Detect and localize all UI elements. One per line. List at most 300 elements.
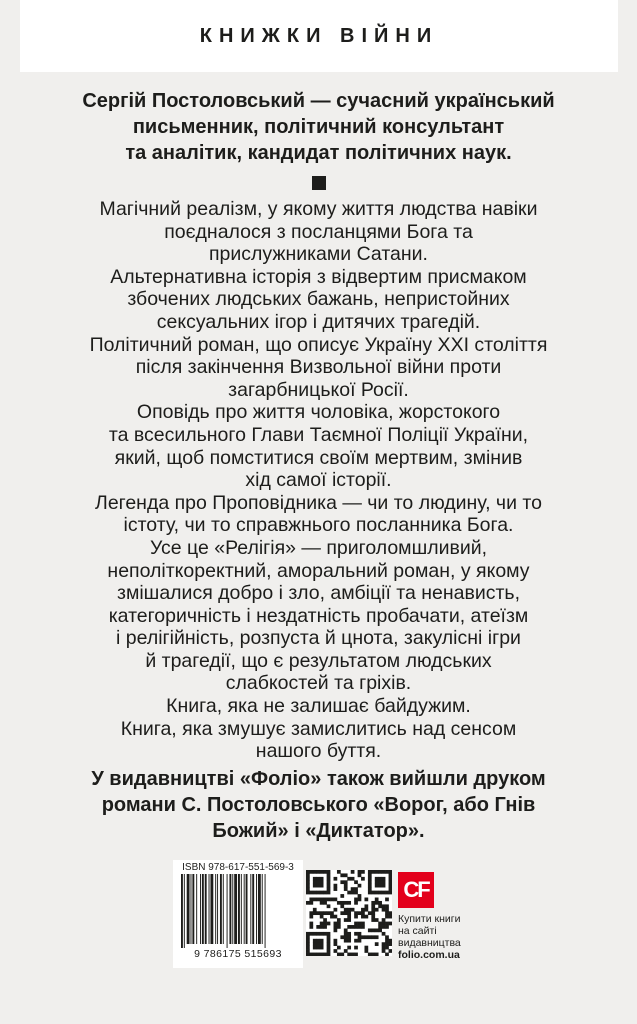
qr-module (375, 898, 379, 902)
qr-module (340, 911, 344, 915)
qr-module (382, 918, 386, 922)
qr-module (361, 908, 365, 912)
qr-module (306, 887, 310, 891)
qr-module (364, 898, 368, 902)
qr-module (334, 887, 338, 891)
qr-module (375, 870, 379, 874)
qr-module (306, 880, 310, 884)
annotation-line: прислужниками Сатани. (209, 243, 428, 266)
barcode-bar (202, 874, 204, 944)
barcode-bar (234, 874, 237, 944)
qr-module (389, 891, 392, 895)
qr-module (344, 887, 348, 891)
qr-module (354, 932, 358, 936)
barcode-bar (187, 874, 190, 944)
qr-module (351, 953, 355, 956)
qr-module (354, 953, 358, 956)
qr-module (316, 898, 320, 902)
qr-module (371, 911, 375, 915)
qr-module (375, 908, 379, 912)
annotation-line: істоту, чи то справжнього посланника Бога. (123, 514, 514, 537)
series-header (20, 0, 618, 72)
qr-module (316, 870, 320, 874)
barcode-bar (192, 874, 194, 944)
qr-module (316, 932, 320, 936)
qr-module (344, 884, 348, 888)
barcode-bar (209, 874, 210, 944)
qr-module (306, 932, 310, 936)
barcode-bar (246, 874, 248, 944)
site-url-link[interactable]: folio.com.ua (398, 949, 460, 961)
qr-module (358, 922, 362, 926)
qr-module (382, 932, 386, 936)
qr-module (313, 898, 317, 902)
qr-module (320, 932, 324, 936)
qr-module (378, 877, 382, 881)
annotation-line: Політичний роман, що описує Україну XXI століття (89, 333, 548, 356)
qr-module (354, 911, 358, 915)
qr-module (316, 939, 320, 943)
qr-module (354, 891, 358, 895)
annotation-line: Книга, яка змушує замислитись над сенсом (120, 717, 517, 740)
qr-module (323, 953, 327, 956)
qr-module (309, 953, 313, 956)
qr-module (385, 953, 389, 956)
logo-letters: CF (403, 877, 429, 902)
qr-module (323, 901, 327, 905)
qr-module (306, 877, 310, 881)
publisher-note-line: романи С. Постоловського «Ворог, або Гнів (101, 794, 536, 816)
qr-module (323, 898, 327, 902)
qr-module (368, 935, 372, 939)
qr-module (368, 887, 372, 891)
qr-module (378, 904, 382, 908)
qr-module (389, 915, 392, 919)
qr-module (385, 915, 389, 919)
barcode-bar (217, 874, 218, 944)
qr-module (306, 935, 310, 939)
qr-module (316, 891, 320, 895)
qr-module (320, 884, 324, 888)
qr-module (306, 901, 310, 905)
qr-module (344, 928, 348, 932)
qr-module (347, 918, 351, 922)
qr-module (334, 898, 338, 902)
qr-module (344, 908, 348, 912)
barcode-digits: 9 786175 515693 (194, 948, 282, 960)
barcode-bar (244, 874, 245, 944)
qr-module (320, 915, 324, 919)
qr-module (337, 918, 341, 922)
qr-module (382, 922, 386, 926)
qr-module (320, 942, 324, 946)
author-bio-line: письменник, політичний консультант (132, 116, 505, 138)
qr-module (347, 891, 351, 895)
barcode-bar (232, 874, 233, 944)
qr-module (334, 922, 338, 926)
qr-module (344, 939, 348, 943)
barcode-bar (191, 874, 192, 944)
qr-module (334, 949, 338, 953)
qr-module (313, 908, 317, 912)
qr-module (382, 925, 386, 929)
barcode-bar (262, 874, 263, 944)
annotation-line: Оповідь про життя чоловіка, жорстокого (136, 401, 501, 424)
qr-module (382, 880, 386, 884)
qr-module (340, 935, 344, 939)
qr-module (337, 946, 341, 950)
qr-module (306, 949, 310, 953)
qr-module (316, 877, 320, 881)
qr-module (347, 946, 351, 950)
qr-module (327, 953, 331, 956)
qr-module (347, 908, 351, 912)
qr-module (330, 898, 334, 902)
book-annotation (30, 198, 607, 763)
annotation-line: загарбницької Росії. (228, 378, 409, 401)
qr-module (361, 935, 365, 939)
qr-module (316, 925, 320, 929)
qr-module (382, 942, 386, 946)
qr-module (368, 928, 372, 932)
qr-module (313, 946, 317, 950)
qr-module (361, 911, 365, 915)
qr-module (306, 939, 310, 943)
qr-module (371, 870, 375, 874)
qr-module (340, 904, 344, 908)
qr-module (327, 873, 331, 877)
qr-module (344, 901, 348, 905)
qr-module (327, 922, 331, 926)
barcode-bar (265, 874, 266, 948)
qr-module (334, 908, 338, 912)
qr-module (347, 877, 351, 881)
annotation-line: Альтернативна історія з відвертим присмаком (110, 265, 527, 288)
qr-module (354, 939, 358, 943)
qr-module (309, 932, 313, 936)
author-bio-line: Сергій Постоловський — сучасний український (82, 90, 555, 112)
qr-module (344, 949, 348, 953)
qr-module (389, 884, 392, 888)
barcode-bar (184, 874, 185, 948)
author-bio (40, 88, 597, 166)
qr-module (378, 880, 382, 884)
qr-module (327, 932, 331, 936)
qr-module (306, 946, 310, 950)
qr-module (368, 911, 372, 915)
barcode-bar (238, 874, 240, 944)
qr-module (316, 942, 320, 946)
annotation-line: й трагедії, що є результатом людських (145, 649, 492, 672)
qr-module (361, 925, 365, 929)
qr-module (347, 901, 351, 905)
qr-module (375, 935, 379, 939)
qr-module (375, 918, 379, 922)
qr-module (323, 891, 327, 895)
annotation-line: хід самої історії. (245, 469, 392, 492)
barcode-bar (200, 874, 201, 944)
qr-module (313, 877, 317, 881)
qr-module (375, 880, 379, 884)
series-title: КНИЖКИ ВІЙНИ (199, 24, 439, 47)
qr-module (385, 891, 389, 895)
qr-module (371, 891, 375, 895)
qr-module (368, 873, 372, 877)
qr-module (334, 925, 338, 929)
qr-module (368, 877, 372, 881)
qr-module (344, 935, 348, 939)
qr-module (347, 939, 351, 943)
qr-module (371, 953, 375, 956)
annotation-line: категоричність і нездатність пробачати, атеїзм (108, 604, 529, 627)
qr-module (351, 870, 355, 874)
qr-module (371, 935, 375, 939)
qr-module (330, 915, 334, 919)
qr-module (347, 935, 351, 939)
qr-module (385, 946, 389, 950)
qr-module (337, 953, 341, 956)
publisher-note-line: Божий» і «Диктатор». (212, 820, 425, 842)
qr-module (337, 870, 341, 874)
qr-module (371, 901, 375, 905)
qr-module (358, 925, 362, 929)
qr-module (378, 925, 382, 929)
buy-text-line: Купити книги (398, 913, 461, 925)
barcode-bar (227, 874, 228, 948)
qr-module (313, 880, 317, 884)
qr-module (382, 891, 386, 895)
qr-module (306, 870, 310, 874)
annotation-line: і релігійність, розпуста й цнота, закулісні ігри (116, 627, 521, 650)
qr-module (344, 873, 348, 877)
qr-module (334, 942, 338, 946)
qr-module (354, 901, 358, 905)
qr-module (351, 887, 355, 891)
qr-module (327, 884, 331, 888)
qr-module (358, 873, 362, 877)
qr-module (358, 932, 362, 936)
qr-module (347, 911, 351, 915)
qr-module (309, 922, 313, 926)
qr-module (327, 887, 331, 891)
qr-module (316, 946, 320, 950)
publisher-note-line: У видавництві «Фоліо» також вийшли друком (91, 768, 546, 790)
qr-module (385, 911, 389, 915)
qr-module (320, 870, 324, 874)
qr-module (344, 911, 348, 915)
qr-module (334, 877, 338, 881)
qr-module (347, 932, 351, 936)
qr-module (313, 911, 317, 915)
qr-module (371, 904, 375, 908)
barcode-bar (252, 874, 254, 944)
barcode-bar (205, 874, 207, 944)
annotation-line: збочених людських бажань, непристойних (127, 288, 510, 311)
annotation-line: неполіткоректний, аморальний роман, у якому (107, 559, 530, 582)
qr-module (306, 873, 310, 877)
qr-module (371, 915, 375, 919)
qr-module (313, 870, 317, 874)
qr-module (334, 939, 338, 943)
qr-module (320, 911, 324, 915)
qr-module (361, 915, 365, 919)
qr-module (309, 911, 313, 915)
qr-module (323, 918, 327, 922)
qr-module (385, 904, 389, 908)
qr-module (344, 932, 348, 936)
qr-module (320, 953, 324, 956)
qr-module (340, 901, 344, 905)
qr-module (309, 925, 313, 929)
qr-module (378, 891, 382, 895)
qr-module (368, 884, 372, 888)
qr-module (320, 901, 324, 905)
buy-text-line: видавництва (398, 937, 461, 949)
qr-module (337, 901, 341, 905)
qr-module (313, 953, 317, 956)
annotation-line: Усе це «Релігія» — приголомшливий, (149, 536, 488, 559)
qr-module (337, 925, 341, 929)
qr-module (382, 877, 386, 881)
qr-module (385, 939, 389, 943)
qr-module (378, 901, 382, 905)
publisher-logo-icon (398, 872, 434, 908)
qr-module (378, 922, 382, 926)
barcode-bar (220, 874, 222, 944)
qr-module (340, 953, 344, 956)
qr-module (327, 949, 331, 953)
qr-module (364, 949, 368, 953)
qr-code-icon[interactable] (306, 870, 392, 956)
qr-module (371, 908, 375, 912)
qr-module (358, 935, 362, 939)
qr-module (382, 946, 386, 950)
qr-module (327, 939, 331, 943)
qr-module (375, 953, 379, 956)
qr-module (347, 915, 351, 919)
qr-module (389, 922, 392, 926)
qr-module (358, 894, 362, 898)
qr-module (334, 928, 338, 932)
qr-module (375, 891, 379, 895)
qr-module (368, 880, 372, 884)
qr-module (327, 904, 331, 908)
qr-module (364, 935, 368, 939)
qr-module (389, 942, 392, 946)
qr-module (389, 877, 392, 881)
qr-module (337, 922, 341, 926)
qr-module (358, 911, 362, 915)
qr-module (340, 873, 344, 877)
annotation-line: після закінчення Визвольної війни проти (135, 356, 502, 379)
qr-module (323, 925, 327, 929)
qr-module (309, 898, 313, 902)
annotation-line: змішалися добро і зло, амбіції та ненависть, (117, 582, 520, 605)
qr-module (309, 915, 313, 919)
qr-module (385, 925, 389, 929)
qr-module (313, 942, 317, 946)
qr-module (364, 915, 368, 919)
qr-module (361, 922, 365, 926)
qr-module (327, 911, 331, 915)
qr-module (368, 953, 372, 956)
qr-module (389, 949, 392, 953)
annotation-line: та всесильного Глави Таємної Поліції України, (108, 423, 529, 446)
qr-module (389, 873, 392, 877)
annotation-line: Книга, яка не залишає байдужим. (166, 695, 471, 718)
qr-module (313, 884, 317, 888)
qr-module (382, 904, 386, 908)
qr-module (361, 877, 365, 881)
qr-module (361, 870, 365, 874)
qr-module (320, 946, 324, 950)
qr-module (316, 880, 320, 884)
qr-module (385, 935, 389, 939)
qr-module (358, 884, 362, 888)
qr-module (323, 932, 327, 936)
qr-module (382, 870, 386, 874)
qr-module (334, 915, 338, 919)
qr-module (306, 953, 310, 956)
barcode-image (181, 874, 295, 948)
qr-module (354, 915, 358, 919)
qr-module (344, 880, 348, 884)
qr-module (389, 939, 392, 943)
qr-module (354, 880, 358, 884)
author-bio-line: та аналітик, кандидат політичних наук. (125, 142, 512, 164)
qr-module (351, 908, 355, 912)
qr-module (320, 925, 324, 929)
annotation-line: Магічний реалізм, у якому життя людства навіки (99, 198, 538, 220)
qr-module (375, 942, 379, 946)
qr-module (371, 918, 375, 922)
annotation-line: сексуальних ігор і дитячих трагедій. (156, 310, 481, 333)
qr-module (364, 904, 368, 908)
qr-module (358, 898, 362, 902)
qr-module (389, 880, 392, 884)
barcode-bar (223, 874, 224, 944)
qr-module (327, 935, 331, 939)
qr-module (309, 901, 313, 905)
qr-module (354, 922, 358, 926)
qr-module (320, 898, 324, 902)
qr-module (323, 870, 327, 874)
qr-module (327, 898, 331, 902)
qr-module (316, 884, 320, 888)
qr-module (354, 887, 358, 891)
qr-module (375, 884, 379, 888)
qr-module (358, 870, 362, 874)
qr-module (389, 887, 392, 891)
qr-module (306, 942, 310, 946)
qr-module (316, 953, 320, 956)
qr-module (371, 928, 375, 932)
qr-module (389, 911, 392, 915)
qr-module (385, 942, 389, 946)
qr-module (364, 946, 368, 950)
square-divider (312, 176, 326, 190)
qr-module (330, 911, 334, 915)
qr-module (316, 911, 320, 915)
qr-module (368, 870, 372, 874)
qr-module (327, 942, 331, 946)
annotation-line: який, щоб помститися своїм мертвим, змінив (114, 446, 523, 469)
qr-module (347, 925, 351, 929)
qr-module (327, 880, 331, 884)
qr-module (385, 922, 389, 926)
qr-module (354, 946, 358, 950)
qr-module (320, 880, 324, 884)
